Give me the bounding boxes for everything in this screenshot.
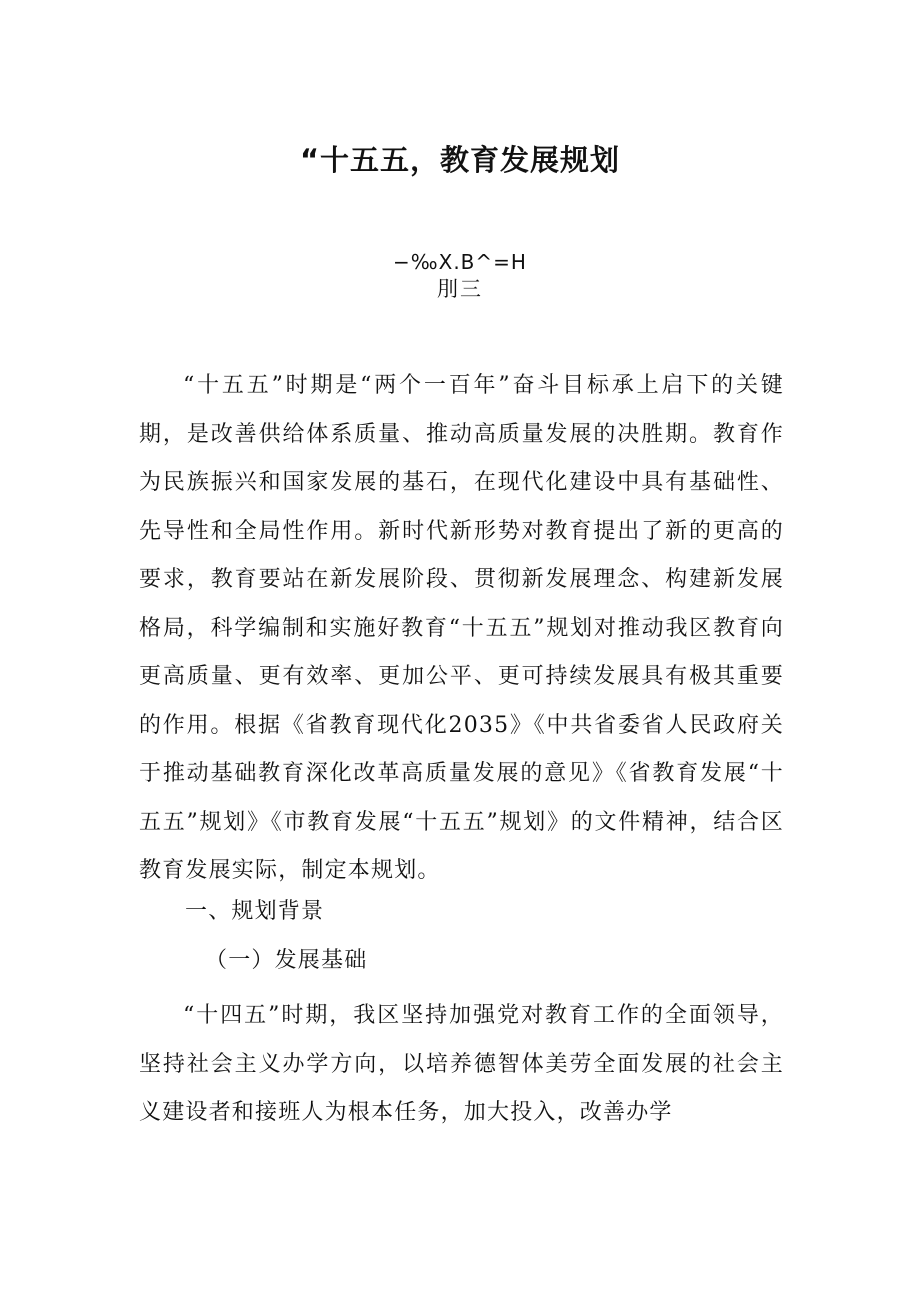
section-heading: 一、规划背景 [185, 899, 325, 924]
preface-body [139, 362, 784, 896]
paragraph: “十四五”时期，我区坚持加强党对教育工作的全面领导，坚持社会主义办学方向，以培养德智体美劳全面发展的社会主义建设者和接班人为根本任务，加大投入，改善办学 [139, 1003, 784, 1125]
document-title: “十五五，教育发展规划 [299, 143, 621, 177]
garbled-header-text: −‰X.B^=H [393, 250, 527, 274]
paragraph: “十五五”时期是“两个一百年”奋斗目标承上启下的关键期，是改善供给体系质量、推动高质量发展的决胜期。教育作为民族振兴和国家发展的基石，在现代化建设中具有基础性、先导性和全局性作用。新时代新形势对教育提出了新的更高的要求，教育要站在新发展阶段、贯彻新发展理念、构建新发展格局，科学编制和实施好教育“十五五”规划对推动我区教育向更高质量、更有效率、更加公平、更可持续发展具有极其重要的作用。根据《省教育现代化2035》《中共省委省人民政府关于推动基础教育深化改革高质量发展的意见》《省教育发展“十五五”规划》《市教育发展“十五五”规划》的文件精神，结合区教育发展实际，制定本规划。 [139, 373, 784, 883]
section-body [139, 992, 784, 1138]
preface-label: 刖三 [437, 277, 483, 301]
subsection-heading: （一）发展基础 [205, 948, 368, 973]
